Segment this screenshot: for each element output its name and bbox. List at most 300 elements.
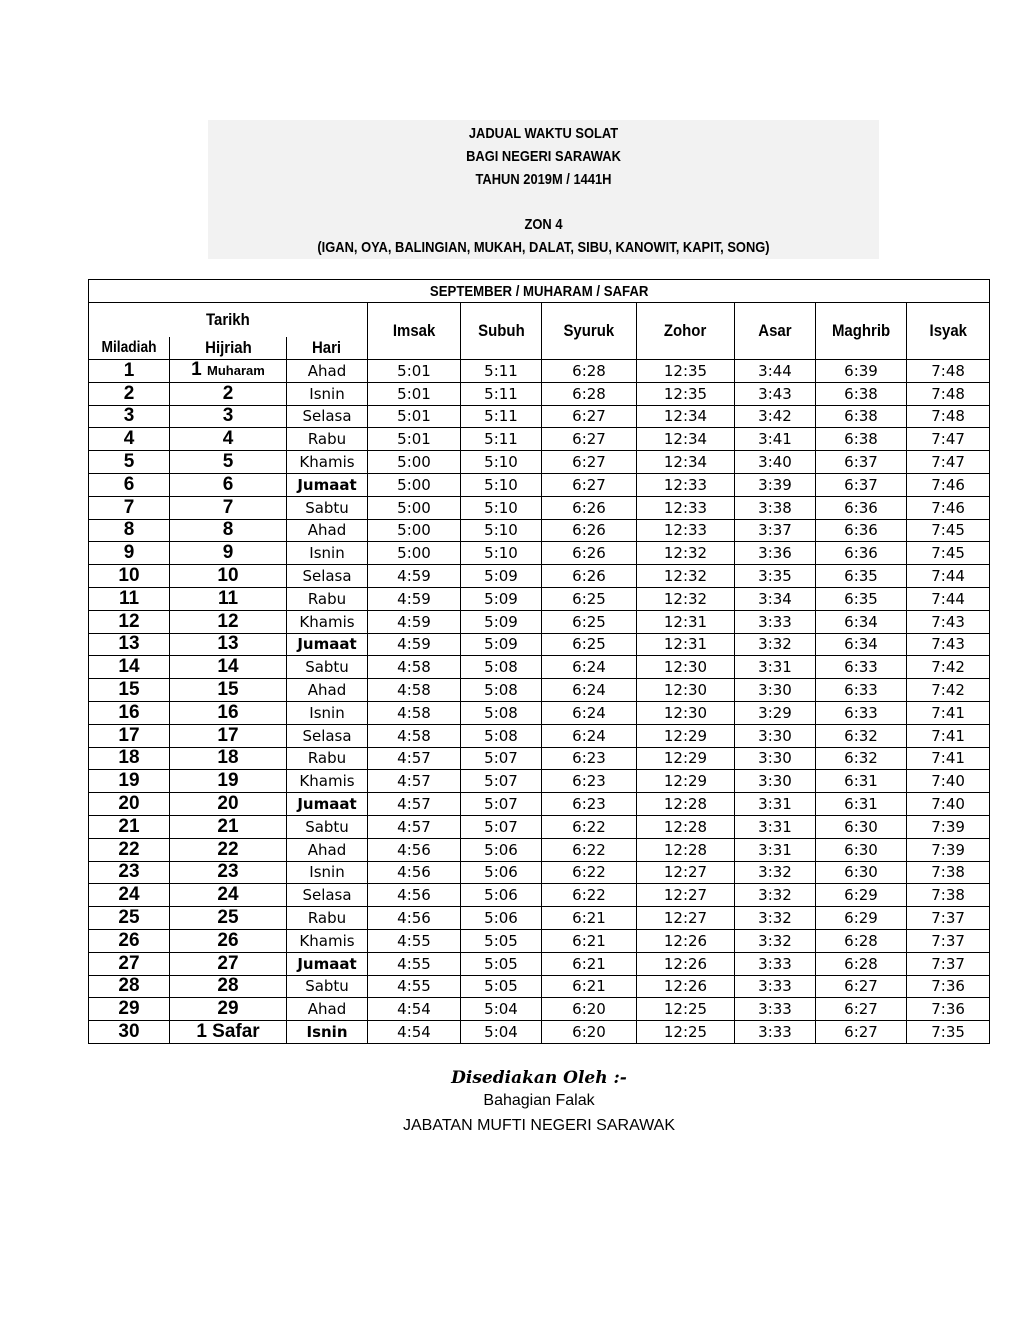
miladiah-cell: 25: [89, 907, 170, 930]
miladiah-cell: 27: [89, 952, 170, 975]
hijriah-cell: 9: [170, 542, 287, 565]
hijriah-cell: 24: [170, 884, 287, 907]
hari-cell: Khamis: [287, 929, 368, 952]
subuh-time-cell: 5:06: [461, 907, 542, 930]
miladiah-cell: 15: [89, 679, 170, 702]
hari-cell: Ahad: [287, 838, 368, 861]
table-row: [89, 907, 990, 930]
zohor-time-cell: 12:31: [637, 610, 735, 633]
asar-time-cell: 3:33: [735, 975, 816, 998]
imsak-time-cell: 5:00: [368, 542, 461, 565]
maghrib-time-cell: 6:28: [816, 929, 907, 952]
miladiah-cell: 19: [89, 770, 170, 793]
zohor-time-cell: 12:34: [637, 428, 735, 451]
subuh-time-cell: 5:06: [461, 838, 542, 861]
miladiah-cell: 24: [89, 884, 170, 907]
subuh-time-cell: 5:11: [461, 405, 542, 428]
zohor-time-cell: 12:34: [637, 405, 735, 428]
hijriah-cell: 18: [170, 747, 287, 770]
table-row: [89, 496, 990, 519]
maghrib-time-cell: 6:27: [816, 998, 907, 1021]
subuh-time-cell: 5:07: [461, 793, 542, 816]
imsak-time-cell: 5:00: [368, 519, 461, 542]
syuruk-time-cell: 6:27: [542, 473, 637, 496]
isyak-time-cell: 7:46: [907, 496, 990, 519]
asar-time-cell: 3:32: [735, 884, 816, 907]
maghrib-time-cell: 6:29: [816, 907, 907, 930]
table-row: [89, 724, 990, 747]
miladiah-cell: 23: [89, 861, 170, 884]
maghrib-time-cell: 6:28: [816, 952, 907, 975]
hari-cell: Rabu: [287, 907, 368, 930]
syuruk-time-cell: 6:24: [542, 656, 637, 679]
zohor-time-cell: 12:31: [637, 633, 735, 656]
syuruk-time-cell: 6:21: [542, 975, 637, 998]
table-row: [89, 884, 990, 907]
isyak-time-cell: 7:48: [907, 360, 990, 383]
table-row: [89, 451, 990, 474]
imsak-time-cell: 5:01: [368, 382, 461, 405]
imsak-time-cell: 4:56: [368, 861, 461, 884]
syuruk-time-cell: 6:25: [542, 610, 637, 633]
col-header-zohor: Zohor: [637, 303, 735, 360]
table-row: [89, 542, 990, 565]
table-row: [89, 793, 990, 816]
asar-time-cell: 3:43: [735, 382, 816, 405]
hijriah-cell: 17: [170, 724, 287, 747]
subuh-time-cell: 5:08: [461, 679, 542, 702]
hari-cell: Sabtu: [287, 975, 368, 998]
footer-prepared-by: Disediakan Oleh :-: [451, 1068, 627, 1088]
zohor-time-cell: 12:29: [637, 747, 735, 770]
isyak-time-cell: 7:44: [907, 565, 990, 588]
maghrib-time-cell: 6:31: [816, 793, 907, 816]
maghrib-time-cell: 6:33: [816, 656, 907, 679]
title-line-2: BAGI NEGERI SARAWAK: [466, 148, 621, 165]
asar-time-cell: 3:30: [735, 679, 816, 702]
imsak-time-cell: 4:55: [368, 975, 461, 998]
isyak-time-cell: 7:43: [907, 610, 990, 633]
hijriah-cell: 2: [170, 382, 287, 405]
asar-time-cell: 3:31: [735, 656, 816, 679]
col-header-imsak: Imsak: [368, 303, 461, 360]
table-row: [89, 656, 990, 679]
footer-unit: Bahagian Falak: [483, 1092, 595, 1109]
maghrib-time-cell: 6:27: [816, 975, 907, 998]
imsak-time-cell: 5:00: [368, 496, 461, 519]
maghrib-time-cell: 6:38: [816, 405, 907, 428]
table-row: [89, 861, 990, 884]
subuh-time-cell: 5:04: [461, 1021, 542, 1044]
hijriah-cell: 1 Muharam: [170, 360, 287, 383]
isyak-time-cell: 7:38: [907, 861, 990, 884]
hijriah-cell: 23: [170, 861, 287, 884]
subuh-time-cell: 5:10: [461, 542, 542, 565]
asar-time-cell: 3:42: [735, 405, 816, 428]
hijriah-cell: 28: [170, 975, 287, 998]
maghrib-time-cell: 6:34: [816, 610, 907, 633]
subuh-time-cell: 5:07: [461, 747, 542, 770]
hijriah-cell: 10: [170, 565, 287, 588]
asar-time-cell: 3:30: [735, 747, 816, 770]
asar-time-cell: 3:40: [735, 451, 816, 474]
zohor-time-cell: 12:33: [637, 519, 735, 542]
isyak-time-cell: 7:48: [907, 382, 990, 405]
subuh-time-cell: 5:06: [461, 884, 542, 907]
hari-cell: Khamis: [287, 451, 368, 474]
asar-time-cell: 3:30: [735, 770, 816, 793]
maghrib-time-cell: 6:34: [816, 633, 907, 656]
syuruk-time-cell: 6:24: [542, 724, 637, 747]
asar-time-cell: 3:41: [735, 428, 816, 451]
isyak-time-cell: 7:47: [907, 428, 990, 451]
imsak-time-cell: 5:01: [368, 428, 461, 451]
asar-time-cell: 3:34: [735, 587, 816, 610]
miladiah-cell: 4: [89, 428, 170, 451]
imsak-time-cell: 4:56: [368, 884, 461, 907]
isyak-time-cell: 7:36: [907, 975, 990, 998]
hijriah-cell: 12: [170, 610, 287, 633]
asar-time-cell: 3:38: [735, 496, 816, 519]
month-header: SEPTEMBER / MUHARAM / SAFAR: [89, 280, 990, 303]
subuh-time-cell: 5:06: [461, 861, 542, 884]
asar-time-cell: 3:33: [735, 952, 816, 975]
zohor-time-cell: 12:25: [637, 1021, 735, 1044]
syuruk-time-cell: 6:22: [542, 815, 637, 838]
asar-time-cell: 3:33: [735, 998, 816, 1021]
hijriah-cell: 8: [170, 519, 287, 542]
asar-time-cell: 3:31: [735, 815, 816, 838]
hijriah-cell: 19: [170, 770, 287, 793]
maghrib-time-cell: 6:30: [816, 838, 907, 861]
syuruk-time-cell: 6:26: [542, 519, 637, 542]
subuh-time-cell: 5:09: [461, 633, 542, 656]
hijriah-cell: 13: [170, 633, 287, 656]
hari-cell: Sabtu: [287, 815, 368, 838]
imsak-time-cell: 4:59: [368, 610, 461, 633]
hijriah-cell: 25: [170, 907, 287, 930]
zohor-time-cell: 12:29: [637, 724, 735, 747]
zohor-time-cell: 12:32: [637, 587, 735, 610]
asar-time-cell: 3:32: [735, 929, 816, 952]
asar-time-cell: 3:31: [735, 838, 816, 861]
subuh-time-cell: 5:05: [461, 929, 542, 952]
col-header-maghrib: Maghrib: [816, 303, 907, 360]
hijri-month-label: Muharam: [207, 363, 265, 379]
syuruk-time-cell: 6:27: [542, 405, 637, 428]
col-header-miladiah: Miladiah: [89, 337, 170, 360]
isyak-time-cell: 7:42: [907, 679, 990, 702]
miladiah-cell: 29: [89, 998, 170, 1021]
miladiah-cell: 8: [89, 519, 170, 542]
miladiah-cell: 22: [89, 838, 170, 861]
isyak-time-cell: 7:45: [907, 519, 990, 542]
title-line-3: TAHUN 2019M / 1441H: [475, 171, 612, 188]
hijriah-cell: 6: [170, 473, 287, 496]
isyak-time-cell: 7:40: [907, 770, 990, 793]
syuruk-time-cell: 6:24: [542, 701, 637, 724]
col-header-hijriah: Hijriah: [170, 337, 287, 360]
zohor-time-cell: 12:32: [637, 565, 735, 588]
hari-cell: Isnin: [287, 542, 368, 565]
imsak-time-cell: 4:58: [368, 679, 461, 702]
hari-cell: Rabu: [287, 428, 368, 451]
zohor-time-cell: 12:26: [637, 929, 735, 952]
hijriah-cell: 29: [170, 998, 287, 1021]
table-row: [89, 815, 990, 838]
imsak-time-cell: 4:57: [368, 747, 461, 770]
hari-cell: Jumaat: [287, 473, 368, 496]
asar-time-cell: 3:32: [735, 907, 816, 930]
syuruk-time-cell: 6:26: [542, 542, 637, 565]
maghrib-time-cell: 6:30: [816, 815, 907, 838]
hijriah-cell: 27: [170, 952, 287, 975]
miladiah-cell: 12: [89, 610, 170, 633]
subuh-time-cell: 5:11: [461, 382, 542, 405]
hari-cell: Sabtu: [287, 496, 368, 519]
hijriah-cell: 4: [170, 428, 287, 451]
syuruk-time-cell: 6:23: [542, 793, 637, 816]
hijriah-cell: 14: [170, 656, 287, 679]
imsak-time-cell: 4:57: [368, 770, 461, 793]
syuruk-time-cell: 6:22: [542, 838, 637, 861]
maghrib-time-cell: 6:27: [816, 1021, 907, 1044]
subuh-time-cell: 5:04: [461, 998, 542, 1021]
syuruk-time-cell: 6:27: [542, 428, 637, 451]
hari-cell: Isnin: [287, 701, 368, 724]
miladiah-cell: 28: [89, 975, 170, 998]
asar-time-cell: 3:32: [735, 633, 816, 656]
col-header-syuruk: Syuruk: [542, 303, 637, 360]
hijriah-cell: 21: [170, 815, 287, 838]
miladiah-cell: 21: [89, 815, 170, 838]
title-line-1: JADUAL WAKTU SOLAT: [468, 125, 619, 142]
hari-cell: Sabtu: [287, 656, 368, 679]
syuruk-time-cell: 6:26: [542, 565, 637, 588]
subuh-time-cell: 5:05: [461, 975, 542, 998]
syuruk-time-cell: 6:25: [542, 587, 637, 610]
hari-cell: Khamis: [287, 610, 368, 633]
tarikh-header: Tarikh: [89, 303, 368, 338]
isyak-time-cell: 7:40: [907, 793, 990, 816]
imsak-time-cell: 4:54: [368, 1021, 461, 1044]
maghrib-time-cell: 6:32: [816, 747, 907, 770]
asar-time-cell: 3:39: [735, 473, 816, 496]
table-row: [89, 838, 990, 861]
hijriah-cell: 16: [170, 701, 287, 724]
syuruk-time-cell: 6:27: [542, 451, 637, 474]
isyak-time-cell: 7:35: [907, 1021, 990, 1044]
footer-department: JABATAN MUFTI NEGERI SARAWAK: [402, 1117, 676, 1134]
zohor-time-cell: 12:33: [637, 473, 735, 496]
subuh-time-cell: 5:11: [461, 360, 542, 383]
asar-time-cell: 3:30: [735, 724, 816, 747]
isyak-time-cell: 7:41: [907, 747, 990, 770]
maghrib-time-cell: 6:36: [816, 542, 907, 565]
zohor-time-cell: 12:27: [637, 884, 735, 907]
subuh-time-cell: 5:05: [461, 952, 542, 975]
imsak-time-cell: 4:56: [368, 907, 461, 930]
subuh-time-cell: 5:10: [461, 451, 542, 474]
isyak-time-cell: 7:41: [907, 701, 990, 724]
syuruk-time-cell: 6:23: [542, 747, 637, 770]
miladiah-cell: 16: [89, 701, 170, 724]
zohor-time-cell: 12:32: [637, 542, 735, 565]
maghrib-time-cell: 6:37: [816, 473, 907, 496]
zohor-time-cell: 12:26: [637, 975, 735, 998]
col-header-asar: Asar: [735, 303, 816, 360]
imsak-time-cell: 4:57: [368, 815, 461, 838]
table-row: [89, 565, 990, 588]
maghrib-time-cell: 6:36: [816, 496, 907, 519]
syuruk-time-cell: 6:20: [542, 998, 637, 1021]
hari-cell: Isnin: [287, 1021, 368, 1044]
maghrib-time-cell: 6:32: [816, 724, 907, 747]
asar-time-cell: 3:44: [735, 360, 816, 383]
syuruk-time-cell: 6:22: [542, 884, 637, 907]
miladiah-cell: 26: [89, 929, 170, 952]
imsak-time-cell: 5:01: [368, 405, 461, 428]
isyak-time-cell: 7:46: [907, 473, 990, 496]
hijriah-cell: 7: [170, 496, 287, 519]
table-row: [89, 428, 990, 451]
imsak-time-cell: 4:54: [368, 998, 461, 1021]
table-row: [89, 473, 990, 496]
hari-cell: Khamis: [287, 770, 368, 793]
miladiah-cell: 10: [89, 565, 170, 588]
table-row: [89, 519, 990, 542]
imsak-time-cell: 4:55: [368, 952, 461, 975]
hijriah-cell: 26: [170, 929, 287, 952]
imsak-time-cell: 4:56: [368, 838, 461, 861]
zohor-time-cell: 12:30: [637, 679, 735, 702]
syuruk-time-cell: 6:28: [542, 382, 637, 405]
zohor-time-cell: 12:25: [637, 998, 735, 1021]
maghrib-time-cell: 6:38: [816, 382, 907, 405]
asar-time-cell: 3:36: [735, 542, 816, 565]
zohor-time-cell: 12:28: [637, 793, 735, 816]
zohor-time-cell: 12:30: [637, 701, 735, 724]
isyak-time-cell: 7:47: [907, 451, 990, 474]
miladiah-cell: 7: [89, 496, 170, 519]
table-row: [89, 382, 990, 405]
miladiah-cell: 17: [89, 724, 170, 747]
table-row: [89, 998, 990, 1021]
maghrib-time-cell: 6:37: [816, 451, 907, 474]
syuruk-time-cell: 6:26: [542, 496, 637, 519]
asar-time-cell: 3:29: [735, 701, 816, 724]
table-row: [89, 610, 990, 633]
zohor-time-cell: 12:27: [637, 861, 735, 884]
subuh-time-cell: 5:09: [461, 565, 542, 588]
imsak-time-cell: 5:01: [368, 360, 461, 383]
hijriah-cell: 20: [170, 793, 287, 816]
hari-cell: Selasa: [287, 565, 368, 588]
imsak-time-cell: 4:57: [368, 793, 461, 816]
isyak-time-cell: 7:39: [907, 838, 990, 861]
zohor-time-cell: 12:35: [637, 360, 735, 383]
table-row: [89, 587, 990, 610]
subuh-time-cell: 5:09: [461, 587, 542, 610]
imsak-time-cell: 4:58: [368, 656, 461, 679]
maghrib-time-cell: 6:30: [816, 861, 907, 884]
table-row: [89, 770, 990, 793]
hari-cell: Ahad: [287, 679, 368, 702]
miladiah-cell: 13: [89, 633, 170, 656]
miladiah-cell: 30: [89, 1021, 170, 1044]
col-header-hari: Hari: [287, 337, 368, 360]
zohor-time-cell: 12:28: [637, 838, 735, 861]
syuruk-time-cell: 6:21: [542, 907, 637, 930]
table-body: [89, 360, 990, 1044]
imsak-time-cell: 5:00: [368, 451, 461, 474]
subuh-time-cell: 5:11: [461, 428, 542, 451]
hari-cell: Selasa: [287, 724, 368, 747]
hari-cell: Jumaat: [287, 633, 368, 656]
maghrib-time-cell: 6:38: [816, 428, 907, 451]
asar-time-cell: 3:33: [735, 610, 816, 633]
hari-cell: Ahad: [287, 360, 368, 383]
isyak-time-cell: 7:44: [907, 587, 990, 610]
isyak-time-cell: 7:48: [907, 405, 990, 428]
isyak-time-cell: 7:37: [907, 952, 990, 975]
isyak-time-cell: 7:37: [907, 929, 990, 952]
syuruk-time-cell: 6:20: [542, 1021, 637, 1044]
isyak-time-cell: 7:38: [907, 884, 990, 907]
zohor-time-cell: 12:29: [637, 770, 735, 793]
title-block: [208, 120, 879, 259]
isyak-time-cell: 7:39: [907, 815, 990, 838]
zohor-time-cell: 12:27: [637, 907, 735, 930]
subuh-time-cell: 5:08: [461, 656, 542, 679]
table-row: [89, 747, 990, 770]
syuruk-time-cell: 6:24: [542, 679, 637, 702]
imsak-time-cell: 5:00: [368, 473, 461, 496]
isyak-time-cell: 7:42: [907, 656, 990, 679]
hijriah-cell: 1 Safar: [170, 1021, 287, 1044]
imsak-time-cell: 4:59: [368, 565, 461, 588]
hari-cell: Selasa: [287, 884, 368, 907]
subuh-time-cell: 5:07: [461, 770, 542, 793]
zohor-time-cell: 12:26: [637, 952, 735, 975]
zohor-time-cell: 12:30: [637, 656, 735, 679]
syuruk-time-cell: 6:22: [542, 861, 637, 884]
hari-cell: Rabu: [287, 587, 368, 610]
hijriah-cell: 15: [170, 679, 287, 702]
hari-cell: Rabu: [287, 747, 368, 770]
hijriah-cell: 5: [170, 451, 287, 474]
asar-time-cell: 3:33: [735, 1021, 816, 1044]
hari-cell: Isnin: [287, 382, 368, 405]
maghrib-time-cell: 6:33: [816, 679, 907, 702]
subuh-time-cell: 5:10: [461, 473, 542, 496]
imsak-time-cell: 4:55: [368, 929, 461, 952]
miladiah-cell: 14: [89, 656, 170, 679]
imsak-time-cell: 4:58: [368, 724, 461, 747]
hijriah-cell: 3: [170, 405, 287, 428]
subuh-time-cell: 5:08: [461, 701, 542, 724]
isyak-time-cell: 7:36: [907, 998, 990, 1021]
table-row: [89, 679, 990, 702]
subuh-time-cell: 5:07: [461, 815, 542, 838]
subuh-time-cell: 5:09: [461, 610, 542, 633]
zohor-time-cell: 12:34: [637, 451, 735, 474]
subuh-time-cell: 5:10: [461, 519, 542, 542]
hari-cell: Ahad: [287, 519, 368, 542]
isyak-time-cell: 7:45: [907, 542, 990, 565]
maghrib-time-cell: 6:39: [816, 360, 907, 383]
syuruk-time-cell: 6:25: [542, 633, 637, 656]
